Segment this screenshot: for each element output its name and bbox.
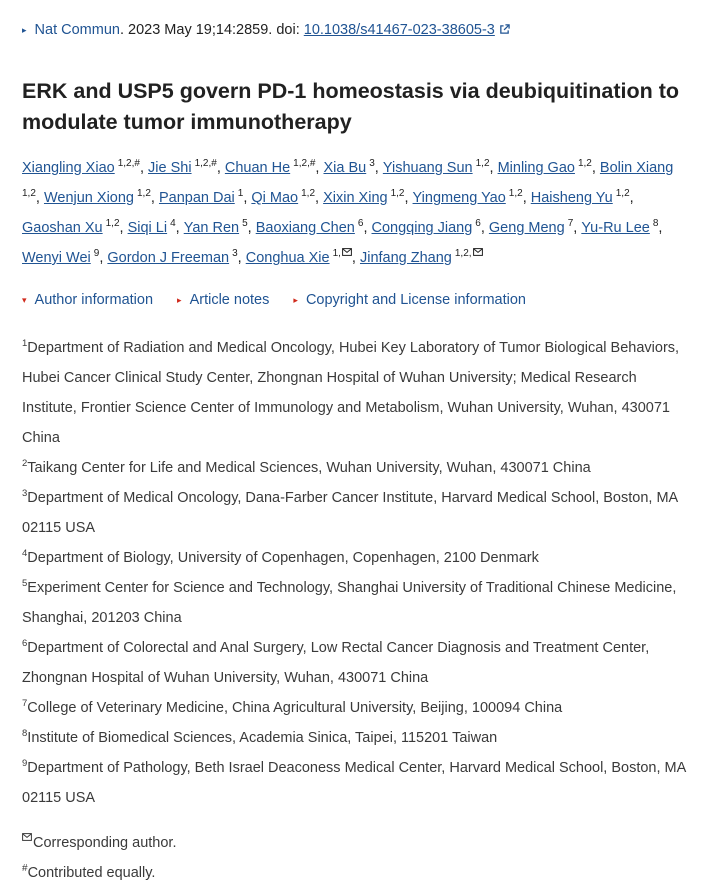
author-link[interactable]: Geng Meng: [488, 220, 565, 236]
author-link[interactable]: Jinfang Zhang: [359, 250, 452, 266]
affiliation-sup: 1,2: [577, 158, 592, 170]
affiliation-sup: 1,2,#: [117, 158, 140, 170]
affiliation-item: $^7$College of Veterinary Medicine, China Agricultural University, Beijing, 100094 China: [22, 698, 563, 716]
affiliation-sup: 3: [232, 248, 238, 260]
affiliation-sup: 4: [170, 218, 176, 230]
affiliation-item: $^2$Taikang Center for Life and Medical Sciences, Wuhan University, Wuhan, 430071 China: [22, 458, 591, 476]
author-link[interactable]: Xia Bu: [323, 160, 367, 176]
affiliation-sup: 1,2: [301, 188, 316, 200]
info-toggles: [22, 290, 546, 311]
affiliation-sup: 3: [369, 158, 375, 170]
caret-right-icon: ▸: [177, 295, 182, 305]
affiliation-list: [22, 333, 692, 813]
article-notes-toggle[interactable]: ▸ Article notes: [177, 292, 270, 308]
author-link[interactable]: Congqing Jiang: [371, 220, 473, 236]
article-title: ERK and USP5 govern PD-1 homeostasis via deubiquitination to modulate tumor immunotherapy: [22, 79, 680, 134]
author-link[interactable]: Yishuang Sun: [382, 160, 473, 176]
author-link[interactable]: Gaoshan Xu: [22, 220, 103, 236]
affiliation-item: $^3$Department of Medical Oncology, Dana-Farber Cancer Institute, Harvard Medical School, Boston, MA 02115 USA: [22, 488, 678, 536]
author-link[interactable]: Xiangling Xiao: [22, 160, 115, 176]
author-link[interactable]: Yingmeng Yao: [412, 190, 506, 206]
affiliation-item: $^4$Department of Biology, University of Copenhagen, Copenhagen, 2100 Denmark: [22, 548, 539, 566]
author-link[interactable]: Minling Gao: [497, 160, 575, 176]
affiliation-sup: 6: [357, 218, 364, 230]
author-link[interactable]: Haisheng Yu: [530, 190, 613, 206]
contributed-note: #Contributed equally.: [22, 863, 156, 881]
affiliation-sup: 1,2: [508, 188, 523, 200]
author-link[interactable]: Yan Ren: [183, 220, 240, 236]
expand-triangle-icon[interactable]: ▸: [22, 25, 27, 35]
affiliation-sup: 1,2: [475, 158, 490, 170]
affiliation-sup: 1,2,#: [194, 158, 217, 170]
author-link[interactable]: Siqi Li: [127, 220, 168, 236]
affiliation-item: $^1$Department of Radiation and Medical Oncology, Hubei Key Laboratory of Tumor Biological Behaviors, Hubei Cancer Clinical Study Center, Zhongnan Hospital of Wuhan University; Medical Research Institute, Frontier Science Center of Immunology and Metabolism, Wuhan University, Wuhan, 430071 China: [22, 338, 680, 446]
author-link[interactable]: Jie Shi: [148, 160, 192, 176]
citation-line: [22, 20, 510, 41]
affiliation-sup: 5: [242, 218, 248, 230]
affiliation-item: $^9$Department of Pathology, Beth Israel Deaconess Medical Center, Harvard Medical School, Boston, MA 02115 USA: [22, 758, 686, 806]
affiliation-sup: 9: [93, 248, 100, 260]
doi-link[interactable]: 10.1038/s41467-023-38605-3: [303, 22, 495, 38]
author-link[interactable]: Baoxiang Chen: [255, 220, 355, 236]
mail-icon[interactable]: [342, 248, 352, 256]
affiliation-sup: 6: [475, 218, 481, 230]
external-link-icon[interactable]: [499, 24, 510, 35]
author-information-toggle[interactable]: ▾ Author information: [22, 292, 154, 308]
affiliation-sup: 1,2: [22, 188, 36, 200]
journal-link[interactable]: Nat Commun: [34, 22, 120, 38]
affiliation-sup: 1,2: [615, 188, 630, 200]
corresponding-note: Corresponding author.: [22, 828, 177, 858]
caret-right-icon: ▸: [293, 295, 298, 305]
author-link[interactable]: Gordon J Freeman: [107, 250, 230, 266]
affiliation-item: $^6$Department of Colorectal and Anal Surgery, Low Rectal Cancer Diagnosis and Treatment Center, Zhongnan Hospital of Wuhan University, Wuhan, 430071 China: [22, 638, 650, 686]
mail-icon[interactable]: [473, 248, 483, 256]
affiliation-sup: 1,2: [137, 188, 151, 200]
affiliation-sup: 1,2,: [454, 248, 472, 260]
author-link[interactable]: Chuan He: [224, 160, 291, 176]
author-link[interactable]: Qi Mao: [251, 190, 299, 206]
affiliation-sup: 1,2: [390, 188, 405, 200]
affiliation-item: $^8$Institute of Biomedical Sciences, Academia Sinica, Taipei, 115201 Taiwan: [22, 728, 498, 746]
affiliation-sup: 1,: [332, 248, 341, 260]
author-link[interactable]: Wenjun Xiong: [43, 190, 134, 206]
affiliation-sup: 1,2,#: [293, 158, 316, 170]
affiliation-sup: 1,2: [105, 218, 120, 230]
author-link[interactable]: Bolin Xiang: [599, 160, 674, 176]
caret-down-icon: ▾: [22, 295, 27, 305]
author-link[interactable]: Conghua Xie: [245, 250, 330, 266]
affiliation-sup: 8: [652, 218, 659, 230]
author-link[interactable]: Wenyi Wei: [22, 250, 91, 266]
affiliation-item: $^5$Experiment Center for Science and Technology, Shanghai University of Traditional Chinese Medicine, Shanghai, 201203 China: [22, 578, 677, 626]
author-notes: [22, 828, 177, 888]
author-link[interactable]: Panpan Dai: [158, 190, 235, 206]
author-link[interactable]: Yu-Ru Lee: [581, 220, 650, 236]
author-list: Xiangling Xiao $^{1,2,\#}$, Jie Shi $^{1,2,\#}$, Chuan He $^{1,2,\#}$, Xia Bu $^3$, Yishuang Sun $^{1,2}$, Minling Gao $^{1,2}$, Bolin Xiang $^{1,2}$, Wenjun Xiong $^{1,2}$, Panpan Dai $^1$, Qi Mao $^{1,2}$, Xixin Xing $^{1,2}$, Yingmeng Yao $^{1,2}$, Haisheng Yu $^{1,2}$, Gaoshan Xu $^{1,2}$, Siqi Li $^4$, Yan Ren $^5$, Baoxiang Chen $^6$, Congqing Jiang $^6$, Geng Meng $^7$, Yu-Ru Lee $^8$, Wenyi Wei $^9$, Gordon J Freeman $^3$, Conghua Xie $^{1,}$ , Jinfang Zhang $^{1,2,}$: [22, 158, 674, 266]
affiliation-sup: 1: [237, 188, 244, 200]
citation-details: . 2023 May 19;14:2859. doi:: [119, 22, 304, 38]
mail-icon: [22, 833, 32, 841]
copyright-toggle[interactable]: ▸ Copyright and License information: [293, 292, 526, 308]
author-link[interactable]: Xixin Xing: [323, 190, 388, 206]
affiliation-sup: 7: [567, 218, 574, 230]
